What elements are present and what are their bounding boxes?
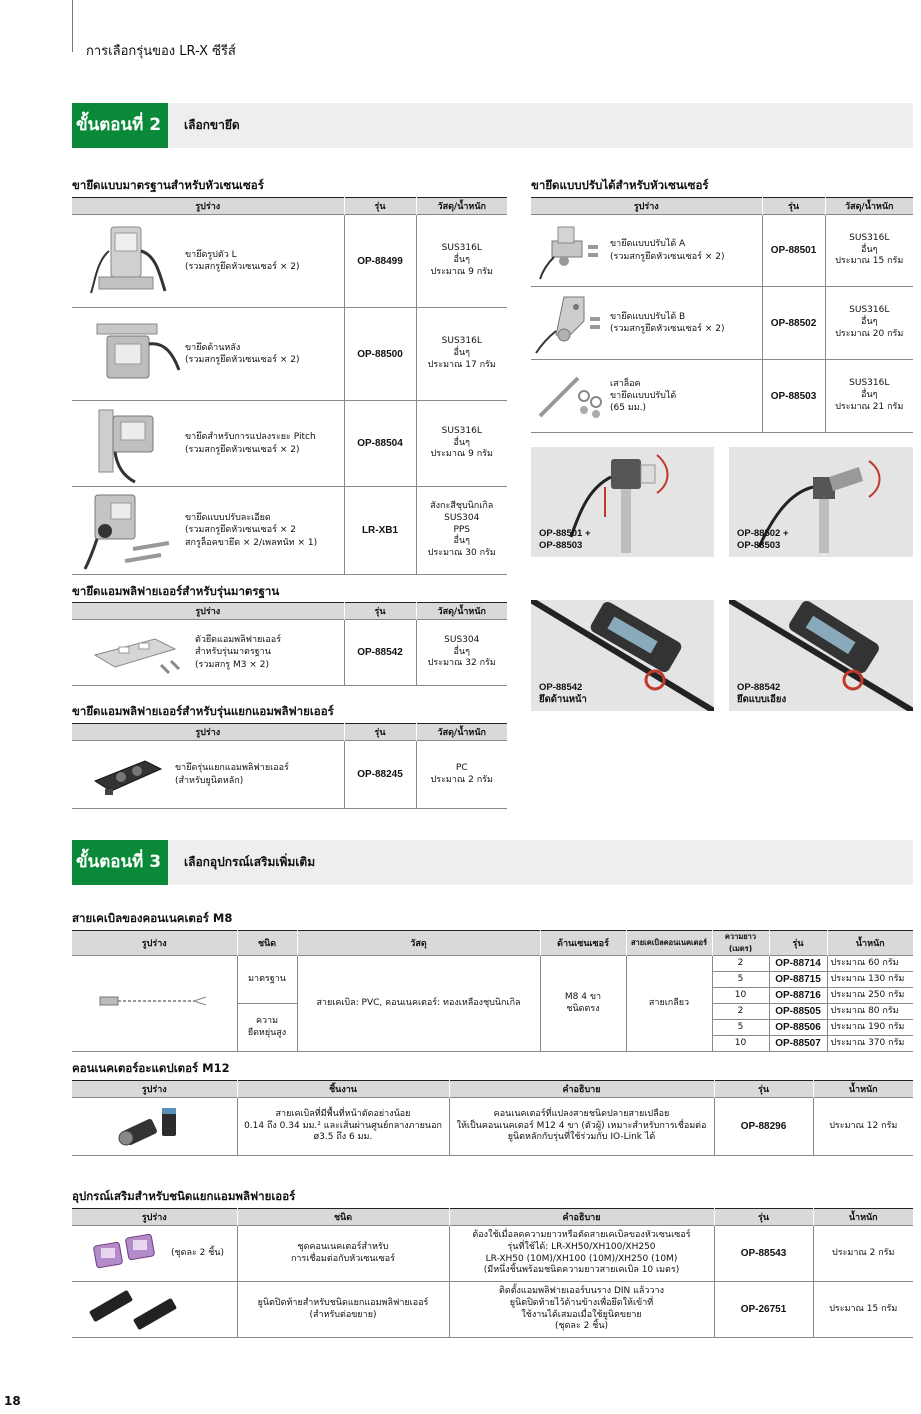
weight: ประมาณ 190 กรัม <box>827 1020 913 1036</box>
item-desc: ขายึดแบบปรับได้ B (รวมสกรูยึดหัวเซนเซอร์ × 2) <box>610 311 725 334</box>
item-type: ยูนิตปิดท้ายสำหรับชนิดแยกแอมพลิฟายเออร์ (สำหรับต่อขยาย) <box>237 1282 449 1338</box>
cable-length: 5 <box>712 972 769 988</box>
model-number: OP-88542 <box>344 620 416 686</box>
photo-adjust-b-mounted <box>729 447 913 557</box>
model-number: OP-88296 <box>714 1098 813 1156</box>
model-number: OP-88505 <box>769 1004 827 1020</box>
model-number: OP-26751 <box>714 1282 813 1338</box>
table-row <box>72 741 507 809</box>
table-row <box>72 308 507 401</box>
adjust-bracket-a-icon <box>534 221 610 281</box>
step2-title: เลือกขายึด <box>184 118 240 132</box>
col-shape: รูปร่าง <box>72 724 344 741</box>
table-row <box>72 620 507 686</box>
amp-holder-icon <box>75 747 175 803</box>
set-note: (ชุดละ 2 ชิ้น) <box>171 1247 225 1258</box>
sensor-std-title: ขายึดแบบมาตรฐานสำหรับหัวเซนเซอร์ <box>72 178 264 192</box>
col-description: คำอธิบาย <box>449 1081 714 1098</box>
acc-title: อุปกรณ์เสริมสำหรับชนิดแยกแอมพลิฟายเออร์ <box>72 1189 296 1203</box>
material-weight: SUS316L อื่นๆ ประมาณ 9 กรัม <box>416 401 507 487</box>
connector-set-icon <box>75 1230 171 1278</box>
amp-sep-title: ขายึดแอมพลิฟายเออร์สำหรับรุ่นแยกแอมพลิฟายเออร์ <box>72 704 334 718</box>
item-desc: ขายึดสำหรับการแปลงระยะ Pitch (รวมสกรูยึดหัวเซนเซอร์ × 2) <box>185 432 316 455</box>
col-shape: รูปร่าง <box>72 931 237 956</box>
m12-title: คอนเนคเตอร์อะแดปเตอร์ M12 <box>72 1061 230 1075</box>
m8-cable-icon <box>94 991 214 1011</box>
col-shape: รูปร่าง <box>72 198 344 215</box>
cable-type-std: มาตรฐาน <box>237 956 297 1004</box>
col-work: ชิ้นงาน <box>237 1081 449 1098</box>
material-weight: SUS316L อื่นๆ ประมาณ 17 กรัม <box>416 308 507 401</box>
model-number: OP-88507 <box>769 1036 827 1052</box>
material-weight: SUS316L อื่นๆ ประมาณ 20 กรัม <box>825 287 913 360</box>
table-row <box>531 287 913 360</box>
weight: ประมาณ 60 กรัม <box>827 956 913 972</box>
weight: ประมาณ 2 กรัม <box>813 1226 913 1282</box>
model-number: OP-88714 <box>769 956 827 972</box>
col-type: ชนิด <box>237 931 297 956</box>
amp-sep-table <box>72 723 507 809</box>
photo-label: OP-88542 ยึดแบบเอียง <box>737 682 787 705</box>
table-row <box>72 1282 913 1338</box>
item-desc: ขายึดแบบปรับละเอียด (รวมสกรูยึดหัวเซนเซอร์ × 2 สกรูล็อคขายึด × 2/เพลทนัท × 1) <box>185 513 318 548</box>
model-number: LR-XB1 <box>344 487 416 575</box>
photo-adjust-a-mounted <box>531 447 714 557</box>
cable-image-cell <box>72 956 237 1052</box>
amp-plate-icon <box>75 625 195 681</box>
material-weight: SUS316L อื่นๆ ประมาณ 15 กรัม <box>825 215 913 287</box>
model-number: OP-88716 <box>769 988 827 1004</box>
m12-table <box>72 1080 913 1156</box>
cable-type-flex: ความ ยืดหยุ่นสูง <box>237 1004 297 1052</box>
col-model: รุ่น <box>344 198 416 215</box>
weight: ประมาณ 15 กรัม <box>813 1282 913 1338</box>
col-material: วัสดุ/น้ำหนัก <box>825 198 913 215</box>
model-number: OP-88503 <box>762 360 825 433</box>
col-length: ความยาว (เมตร) <box>712 931 769 956</box>
col-weight: น้ำหนัก <box>813 1209 913 1226</box>
photo-label: OP-88502 + OP-88503 <box>737 528 789 551</box>
model-number: OP-88500 <box>344 308 416 401</box>
lock-pole-icon <box>534 366 610 426</box>
model-number: OP-88245 <box>344 741 416 809</box>
sensor-std-table <box>72 197 507 575</box>
col-weight: น้ำหนัก <box>813 1081 913 1098</box>
photo-label: OP-88542 ยึดด้านหน้า <box>539 682 587 705</box>
amp-std-table <box>72 602 507 686</box>
table-row <box>72 1226 913 1282</box>
model-number: OP-88543 <box>714 1226 813 1282</box>
step2-badge: ขั้นตอนที่ 2 <box>72 103 168 148</box>
page-header: การเลือกรุ่นของ LR-X ซีรีส์ <box>86 44 236 59</box>
col-shape: รูปร่าง <box>531 198 762 215</box>
cable-sensor-side: M8 4 ขา ชนิดตรง <box>540 956 626 1052</box>
col-shape: รูปร่าง <box>72 1081 237 1098</box>
cable-length: 2 <box>712 1004 769 1020</box>
col-sensor-side: ด้านเซนเซอร์ <box>540 931 626 956</box>
cable-material: สายเคเบิล: PVC, คอนเนคเตอร์: ทองเหลืองชุบนิกเกิล <box>297 956 540 1052</box>
material-weight: PC ประมาณ 2 กรัม <box>416 741 507 809</box>
col-model: รุ่น <box>344 603 416 620</box>
material-weight: SUS304 อื่นๆ ประมาณ 32 กรัม <box>416 620 507 686</box>
cable-length: 10 <box>712 988 769 1004</box>
amp-std-title: ขายึดแอมพลิฟายเออร์สำหรับรุ่นมาตรฐาน <box>72 584 280 598</box>
photo-amp-front-mount <box>531 600 714 711</box>
cable-table <box>72 930 913 1052</box>
item-description: ต้องใช้เมื่อลดความยาวหรือตัดสายเคเบิลของหัวเซนเซอร์ รุ่นที่ใช้ได้: LR-XH50/XH100/XH250 LR-XH50 (10M)/XH100 (10M)/XH250 (10M) (มีหนึ่งชิ้นพร้อมชนิดความยาวสายเคเบิล 10 เมตร) <box>449 1226 714 1282</box>
cable-length: 5 <box>712 1020 769 1036</box>
col-description: คำอธิบาย <box>449 1209 714 1226</box>
cable-connector-side: สายเกลียว <box>626 956 712 1052</box>
sensor-adj-title: ขายึดแบบปรับได้สำหรับหัวเซนเซอร์ <box>531 178 709 192</box>
page-number: 18 <box>4 1394 21 1408</box>
col-model: รุ่น <box>714 1081 813 1098</box>
step3-badge: ขั้นตอนที่ 3 <box>72 840 168 885</box>
table-row <box>72 215 507 308</box>
material-weight: SUS316L อื่นๆ ประมาณ 21 กรัม <box>825 360 913 433</box>
step3-band <box>72 840 913 885</box>
step3-title: เลือกอุปกรณ์เสริมเพิ่มเติม <box>184 855 316 869</box>
weight: ประมาณ 80 กรัม <box>827 1004 913 1020</box>
step2-band <box>72 103 913 148</box>
adjust-bracket-b-icon <box>534 291 610 355</box>
table-row <box>531 215 913 287</box>
model-number: OP-88715 <box>769 972 827 988</box>
item-desc: ตัวยึดแอมพลิฟายเออร์ สำหรับรุ่นมาตรฐาน (รวมสกรู M3 × 2) <box>195 635 282 670</box>
item-description: ติดตั้งแอมพลิฟายเออร์บนราง DIN แล้ววาง ยูนิตปิดท้ายไว้ด้านข้างเพื่อยึดให้เข้าที่ ใช้งานได้เสมอเมื่อใช้ยูนิตขยาย (ชุดละ 2 ชิ้น) <box>449 1282 714 1338</box>
pitch-bracket-icon <box>75 404 185 484</box>
cable-length: 2 <box>712 956 769 972</box>
weight: ประมาณ 130 กรัม <box>827 972 913 988</box>
item-type: ชุดคอนเนคเตอร์สำหรับ การเชื่อมต่อกับหัวเซนเซอร์ <box>237 1226 449 1282</box>
item-desc: ขายึดรุ่นแยกแอมพลิฟายเออร์ (สำหรับยูนิตหลัก) <box>175 763 289 786</box>
cable-title: สายเคเบิลของคอนเนคเตอร์ M8 <box>72 911 233 925</box>
item-desc: เสาล็อค ขายึดแบบปรับได้ (65 มม.) <box>610 378 677 414</box>
model-number: OP-88499 <box>344 215 416 308</box>
material-weight: SUS316L อื่นๆ ประมาณ 9 กรัม <box>416 215 507 308</box>
table-row <box>531 360 913 433</box>
end-unit-icon <box>75 1286 185 1334</box>
weight: ประมาณ 370 กรัม <box>827 1036 913 1052</box>
table-row <box>72 401 507 487</box>
col-material: วัสดุ/น้ำหนัก <box>416 724 507 741</box>
col-model: รุ่น <box>344 724 416 741</box>
photo-label: OP-88501 + OP-88503 <box>539 528 591 551</box>
cable-length: 10 <box>712 1036 769 1052</box>
col-cable-connector: สายเคเบิลคอนเนคเตอร์ <box>626 931 712 956</box>
model-number: OP-88502 <box>762 287 825 360</box>
col-type: ชนิด <box>237 1209 449 1226</box>
col-shape: รูปร่าง <box>72 603 344 620</box>
sensor-adj-table <box>531 197 913 433</box>
model-number: OP-88506 <box>769 1020 827 1036</box>
table-row <box>72 956 913 972</box>
col-weight: น้ำหนัก <box>827 931 913 956</box>
col-model: รุ่น <box>714 1209 813 1226</box>
col-material: วัสดุ <box>297 931 540 956</box>
weight: ประมาณ 12 กรัม <box>813 1098 913 1156</box>
item-desc: ขายึดรูปตัว L (รวมสกรูยึดหัวเซนเซอร์ × 2) <box>185 249 300 272</box>
work-spec: สายเคเบิลที่มีพื้นที่หน้าตัดอย่างน้อย 0.14 ถึง 0.34 มม.² และเส้นผ่านศูนย์กลางภายนอก ø3.5 ถึง 6 มม. <box>237 1098 449 1156</box>
weight: ประมาณ 250 กรัม <box>827 988 913 1004</box>
l-bracket-icon <box>75 221 185 301</box>
item-desc: ขายึดแบบปรับได้ A (รวมสกรูยึดหัวเซนเซอร์ × 2) <box>610 239 725 262</box>
table-row <box>72 1098 913 1156</box>
col-shape: รูปร่าง <box>72 1209 237 1226</box>
fine-adjust-bracket-icon <box>75 491 185 571</box>
col-model: รุ่น <box>762 198 825 215</box>
col-material: วัสดุ/น้ำหนัก <box>416 603 507 620</box>
photo-amp-angled-mount <box>729 600 913 711</box>
table-row <box>72 487 507 575</box>
model-number: OP-88504 <box>344 401 416 487</box>
col-model: รุ่น <box>769 931 827 956</box>
header-divider <box>72 0 73 52</box>
item-desc: ขายึดด้านหลัง (รวมสกรูยึดหัวเซนเซอร์ × 2) <box>185 342 300 365</box>
back-bracket-icon <box>75 314 185 394</box>
model-number: OP-88501 <box>762 215 825 287</box>
acc-table <box>72 1208 913 1338</box>
m12-connector-icon <box>114 1100 194 1148</box>
material-weight: สังกะสีชุบนิกเกิล SUS304 PPS อื่นๆ ประมาณ 30 กรัม <box>416 487 507 575</box>
col-material: วัสดุ/น้ำหนัก <box>416 198 507 215</box>
item-description: คอนเนคเตอร์ที่แปลงสายชนิดปลายสายเปลือย ให้เป็นคอนเนคเตอร์ M12 4 ขา (ตัวผู้) เหมาะสำหรับการเชื่อมต่อ ยูนิตหลักกับรุ่นที่ใช้ร่วมกับ IO-Link ได้ <box>449 1098 714 1156</box>
